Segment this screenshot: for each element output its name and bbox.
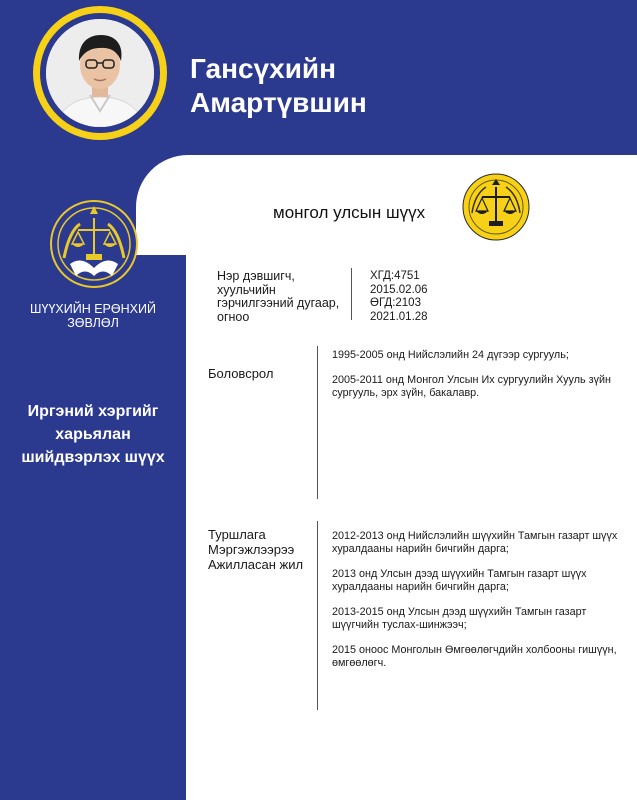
registration-divider bbox=[351, 268, 352, 320]
portrait-icon bbox=[46, 19, 154, 127]
court-council-emblem-icon bbox=[50, 198, 138, 295]
registration-values bbox=[370, 270, 428, 324]
council-label bbox=[18, 302, 168, 330]
experience-divider bbox=[317, 521, 318, 710]
person-name bbox=[190, 52, 367, 120]
experience-label-line1: Туршлага bbox=[208, 527, 266, 542]
court-type-label bbox=[12, 400, 174, 469]
experience-item: 2012-2013 онд Нийслэлийн шүүхийн Тамгын газарт шүүх хуралдааны нарийн бичгийн дарга; bbox=[332, 530, 618, 555]
registration-label-line1: Нэр дэвшигч, bbox=[217, 269, 295, 283]
content-panel bbox=[186, 155, 637, 800]
council-label-line2: ЗӨВЛӨЛ bbox=[67, 316, 119, 330]
education-item: 1995-2005 онд Нийслэлийн 24 дүгээр сургууль; bbox=[332, 349, 569, 361]
court-type-line2: харьялан bbox=[55, 426, 131, 443]
registration-value-license-date: 2015.02.06 bbox=[370, 283, 428, 296]
experience-label-line2: Мэргэжлээрээ bbox=[208, 542, 295, 557]
experience-label bbox=[208, 527, 303, 572]
registration-value-license: ХГД:4751 bbox=[370, 270, 420, 282]
experience-label-line3: Ажилласан жил bbox=[208, 557, 304, 572]
court-title: монгол улсын шүүх bbox=[273, 203, 426, 222]
experience-list bbox=[332, 530, 632, 682]
experience-item: 2015 оноос Монголын Өмгөөлөгчдийн холбооны гишүүн, өмгөөлөгч. bbox=[332, 644, 617, 669]
education-list bbox=[332, 349, 632, 412]
registration-label-line2: хуульчийн bbox=[217, 282, 276, 297]
experience-item: 2013-2015 онд Улсын дээд шүүхийн Тамгын газарт шүүгчийн туслах-шинжээч; bbox=[332, 606, 587, 631]
registration-label-line4: огноо bbox=[217, 309, 250, 324]
court-type-line1: Иргэний хэргийг bbox=[27, 403, 159, 420]
registration-label-line3: гэрчилгээний дугаар, bbox=[217, 296, 340, 310]
experience-item: 2013 онд Улсын дээд шүүхийн Тамгын газарт шүүх хуралдааны нарийн бичгийн дарга; bbox=[332, 568, 587, 593]
registration-value-certificate-date: 2021.01.28 bbox=[370, 310, 428, 323]
council-label-line1: ШҮҮХИЙН ЕРӨНХИЙ bbox=[30, 302, 156, 316]
scales-of-justice-emblem-icon bbox=[462, 173, 530, 246]
registration-value-certificate: ӨГД:2103 bbox=[370, 297, 421, 309]
person-name-line1: Гансүхийн bbox=[190, 53, 337, 84]
person-name-line2: Амартүвшин bbox=[190, 87, 367, 118]
avatar bbox=[46, 19, 154, 127]
education-label: Боловсрол bbox=[208, 366, 274, 381]
court-type-line3: шийдвэрлэх шүүх bbox=[21, 449, 165, 466]
registration-label bbox=[217, 270, 347, 324]
education-divider bbox=[317, 346, 318, 499]
education-item: 2005-2011 онд Монгол Улсын Их сургуулийн Хууль зүйн сургууль, эрх зүйн, бакалавр. bbox=[332, 374, 611, 399]
